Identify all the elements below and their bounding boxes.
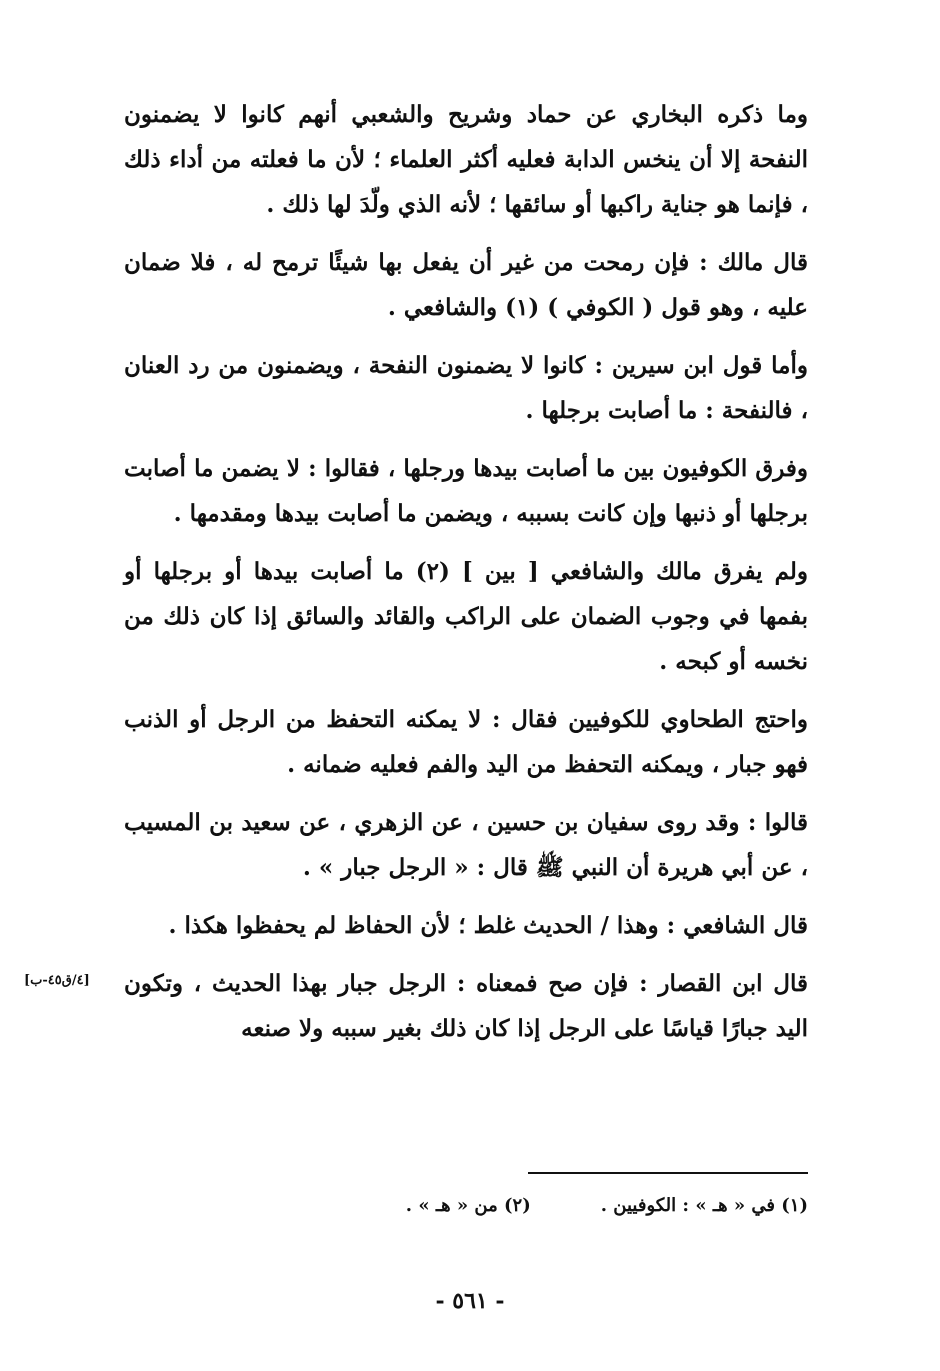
page-number: - ٥٦١ - [435,1288,505,1314]
paragraph-2: قال مالك : فإن رمحت من غير أن يفعل بها شيئًا ترمح له ، فلا ضمان عليه ، وهو قول ( الكوفي ) (١) والشافعي . [124,249,808,321]
footnote-2: (٢) من « هـ » . [405,1195,531,1216]
paragraph-4: وفرق الكوفيون بين ما أصابت بيدها ورجلها ، فقالوا : لا يضمن ما أصابت برجلها أو ذنبها وإن كانت بسببه ، ويضمن ما أصابت بيدها ومقدمها . [124,455,808,527]
paragraph-5: ولم يفرق مالك والشافعي [ بين ] (٢) ما أصابت بيدها أو برجلها أو بفمها في وجوب الضمان على الراكب والقائد والسائق إذا كان ذلك من نخسه أو كبحه . [124,558,808,675]
paragraph-1: وما ذكره البخاري عن حماد وشريح والشعبي أنهم كانوا لا يضمنون النفحة إلا أن ينخس الدابة فعليه أكثر العلماء ؛ لأن ما فعلته من أداء ذلك ، فإنما هو جناية راكبها أو سائقها ؛ لأنه الذي ولّدَ لها ذلك . [124,101,808,218]
main-text [124,92,808,1064]
paragraph-7: قالوا : وقد روى سفيان بن حسين ، عن الزهري ، عن سعيد بن المسيب ، عن أبي هريرة أن النبي ﷺ قال : « الرجل جبار » . [124,809,808,881]
footnote-divider [528,1172,808,1174]
footnote-1: (١) في « هـ » : الكوفيين . [600,1195,808,1216]
paragraph-3: وأما قول ابن سيرين : كانوا لا يضمنون النفحة ، ويضمنون من رد العنان ، فالنفحة : ما أصابت برجلها . [124,352,808,424]
paragraph-6: واحتج الطحاوي للكوفيين فقال : لا يمكنه التحفظ من الرجل أو الذنب فهو جبار ، ويمكنه التحفظ من اليد والفم فعليه ضمانه . [124,706,808,778]
footnotes [300,1191,808,1221]
paragraph-9: قال ابن القصار : فإن صح فمعناه : الرجل جبار بهذا الحديث ، وتكون اليد جبارًا قياسًا على الرجل إذا كان ذلك بغير سببه ولا صنعه [124,970,808,1042]
paragraph-8: قال الشافعي : وهذا / الحديث غلط ؛ لأن الحفاظ لم يحفظوا هكذا . [168,912,808,939]
manuscript-margin-note: [٤/ق٤٥-ب] [24,973,90,988]
